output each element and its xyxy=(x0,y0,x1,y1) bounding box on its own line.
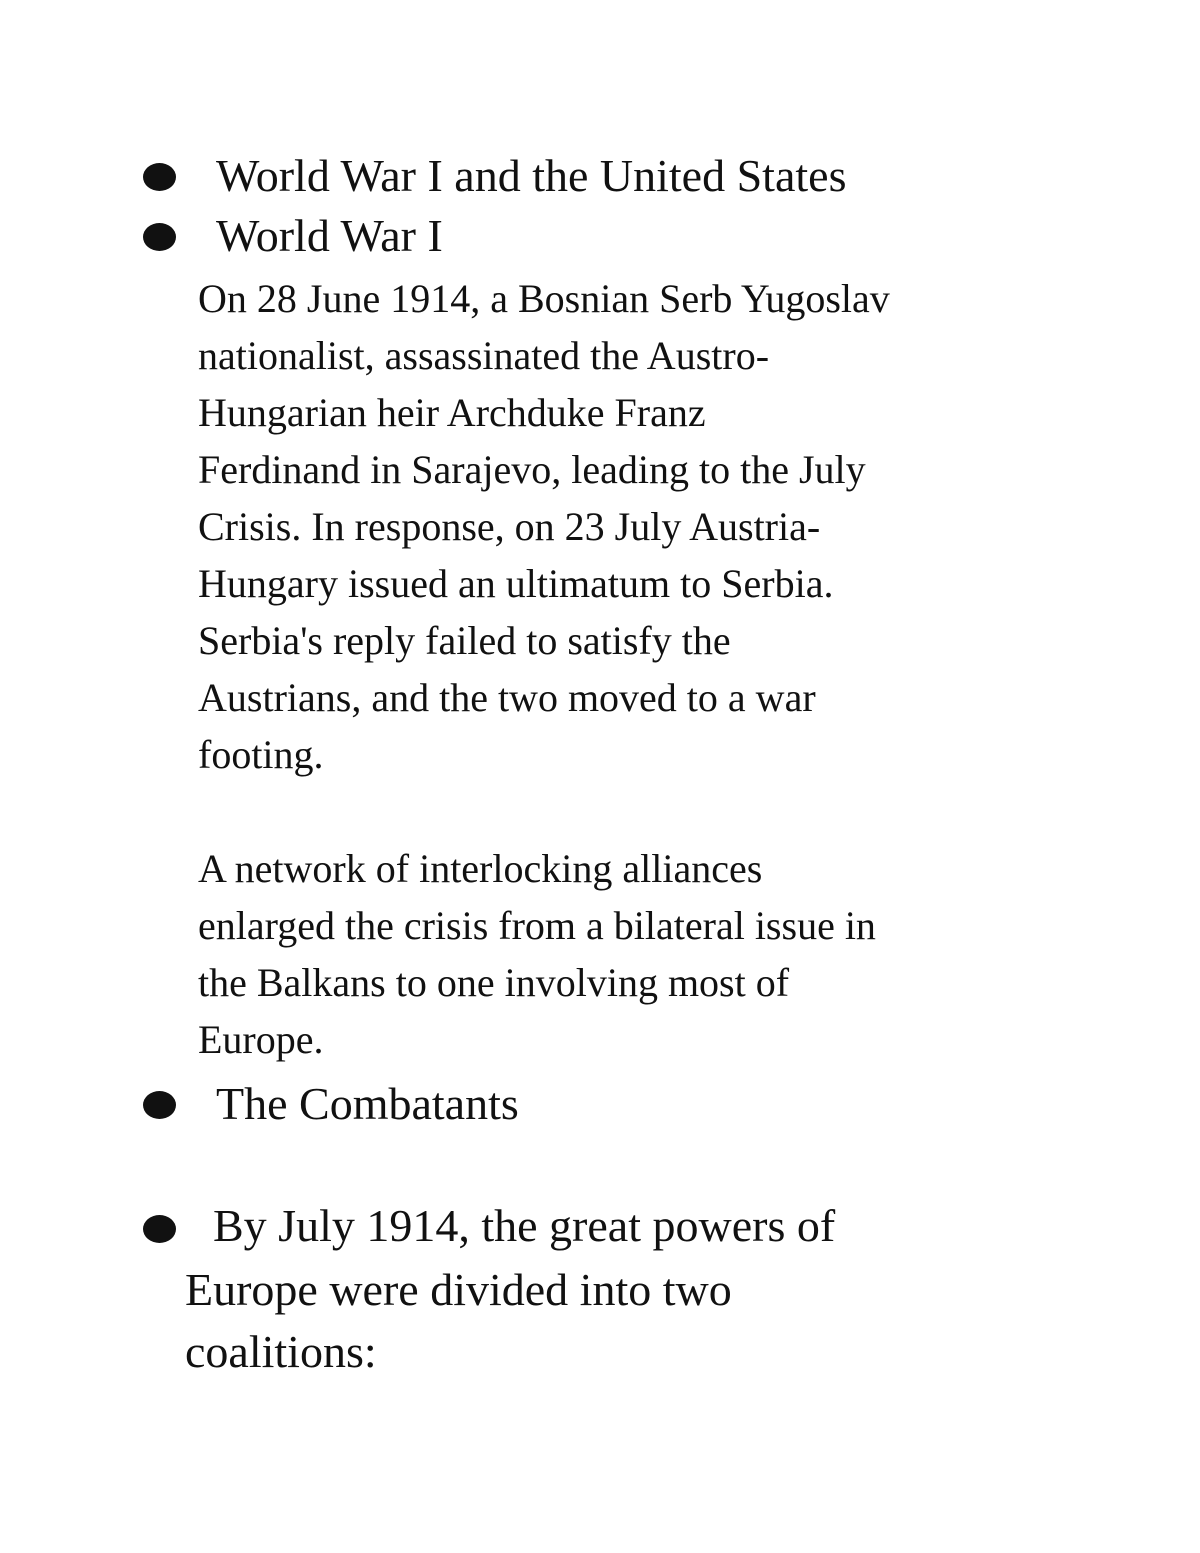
text-line: On 28 June 1914, a Bosnian Serb Yugoslav xyxy=(198,276,890,321)
text-line: Europe. xyxy=(198,1017,324,1062)
bullet-text-continuation: coalitions: xyxy=(185,1326,377,1377)
text-line: nationalist, assassinated the Austro- xyxy=(198,333,770,378)
text-line: Hungarian heir Archduke Franz xyxy=(198,390,706,435)
body-text xyxy=(198,270,1078,1068)
text-line: footing. xyxy=(198,732,324,777)
text-line: Serbia's reply failed to satisfy the xyxy=(198,618,731,663)
bullet-text: By July 1914, the great powers of xyxy=(213,1200,836,1251)
paragraph xyxy=(198,840,1078,1068)
text-line: enlarged the crisis from a bilateral issue in xyxy=(198,903,876,948)
bullet-icon xyxy=(143,1091,176,1119)
bullet-icon xyxy=(143,223,176,251)
paragraph xyxy=(198,270,1078,783)
bullet-text: World War I and the United States xyxy=(216,150,847,201)
paragraph-gap xyxy=(198,783,1078,840)
text-line: Austrians, and the two moved to a war xyxy=(198,675,816,720)
bullet-icon xyxy=(143,163,176,191)
text-line: Ferdinand in Sarajevo, leading to the July xyxy=(198,447,866,492)
bullet-text: World War I xyxy=(216,210,443,261)
text-line: the Balkans to one involving most of xyxy=(198,960,790,1005)
bullet-icon xyxy=(143,1215,176,1243)
text-line: A network of interlocking alliances xyxy=(198,846,763,891)
bullet-text: The Combatants xyxy=(216,1078,519,1129)
bullet-text-continuation: Europe were divided into two xyxy=(185,1264,732,1315)
text-line: Crisis. In response, on 23 July Austria- xyxy=(198,504,821,549)
text-line: Hungary issued an ultimatum to Serbia. xyxy=(198,561,834,606)
